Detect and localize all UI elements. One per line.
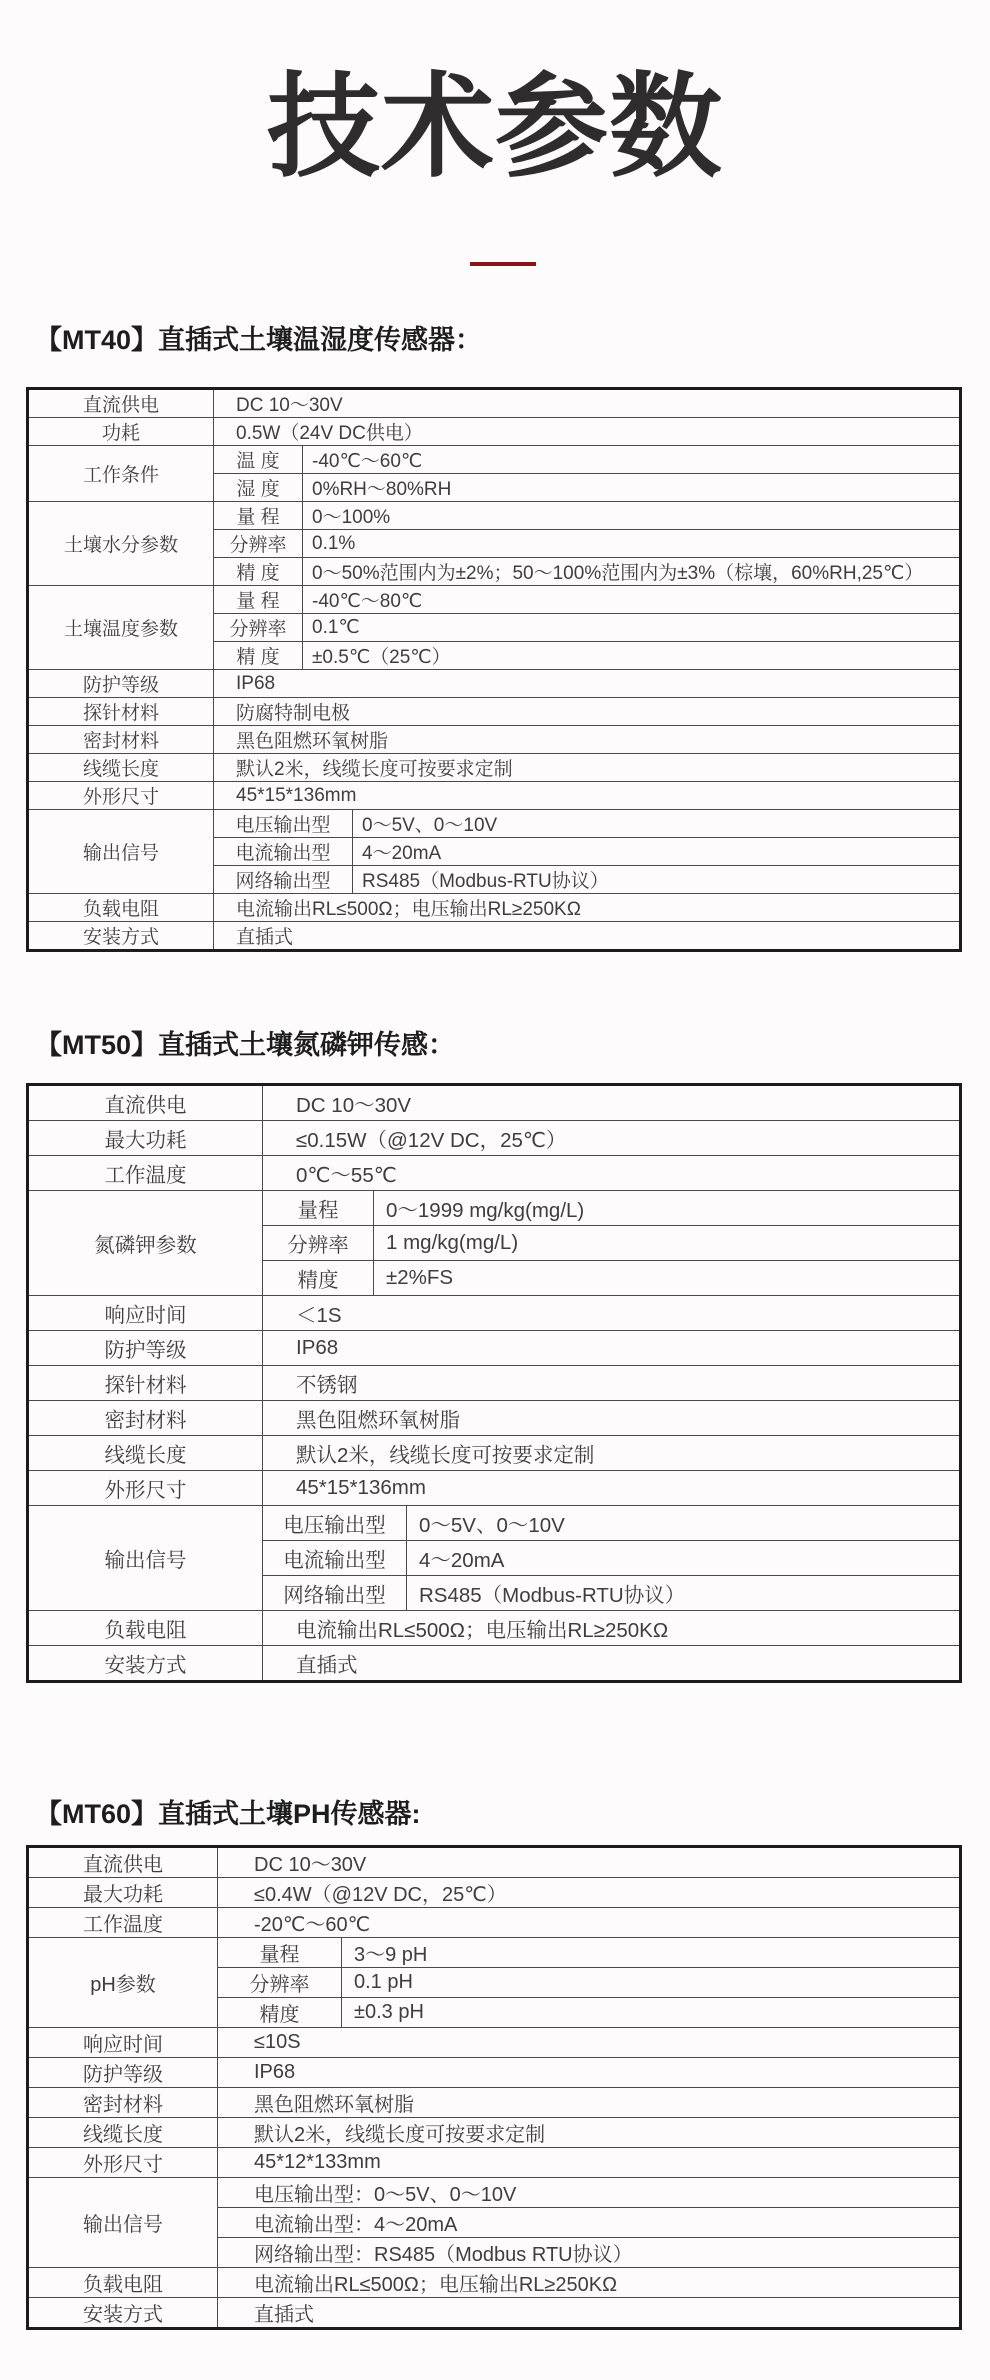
spec-value-text: ±0.5℃（25℃） <box>312 647 451 668</box>
spec-value-text: 直插式 <box>254 2304 314 2326</box>
spec-row <box>28 1121 961 1156</box>
spec-label-cell: 密封材料 <box>28 1401 263 1436</box>
spec-subparam-cell: 分辨率 <box>263 1226 374 1260</box>
spec-row <box>28 670 961 698</box>
spec-label-cell: 输出信号 <box>28 1506 263 1611</box>
spec-value-text: 0～100% <box>312 507 391 528</box>
spec-value-cell <box>218 2208 961 2238</box>
spec-subparam-cell: 精度 <box>263 1261 374 1295</box>
spec-value-cell <box>218 1878 961 1908</box>
spec-label-cell: pH参数 <box>28 1938 218 2028</box>
spec-value-text: 0.1% <box>312 532 356 554</box>
spec-row <box>28 2148 961 2178</box>
spec-value-text: 45*15*136mm <box>236 784 357 806</box>
spec-row <box>28 1366 961 1401</box>
spec-value-text: DC 10～30V <box>296 1094 412 1117</box>
spec-subparam-cell: 分辨率 <box>214 530 303 557</box>
spec-value-text: 默认2米，线缆长度可按要求定制 <box>296 1444 595 1467</box>
spec-label-cell: 土壤温度参数 <box>28 586 214 670</box>
spec-subparam-cell: 量程 <box>263 1191 374 1225</box>
spec-label-cell: 负载电阻 <box>28 894 214 922</box>
spec-value-cell <box>214 866 961 894</box>
spec-subparam-cell: 湿 度 <box>214 474 303 501</box>
spec-subparam-cell: 电流输出型 <box>214 838 353 865</box>
spec-value-text: 电压输出型：0～5V、0～10V <box>254 2184 517 2206</box>
spec-value-text: ±2%FS <box>386 1266 454 1289</box>
spec-value-text: 0～5V、0～10V <box>362 815 498 836</box>
spec-label-cell: 最大功耗 <box>28 1878 218 1908</box>
spec-label-cell: 直流供电 <box>28 389 214 418</box>
spec-row <box>28 894 961 922</box>
spec-label-cell: 工作温度 <box>28 1908 218 1938</box>
spec-value-text: ±0.3 pH <box>354 2001 424 2023</box>
spec-subparam-cell: 量 程 <box>214 502 303 529</box>
spec-row <box>28 2058 961 2088</box>
spec-table <box>26 387 962 952</box>
spec-value-text: -20℃～60℃ <box>254 1914 371 1936</box>
spec-value-text: 电流输出RL≤500Ω；电压输出RL≥250KΩ <box>236 899 581 920</box>
spec-row <box>28 726 961 754</box>
spec-value-cell <box>263 1226 961 1261</box>
spec-value-text: ≤10S <box>254 2031 301 2053</box>
spec-value-text: 0～50%范围内为±2%；50～100%范围内为±3%（棕壤，60%RH,25℃） <box>312 563 924 584</box>
spec-label-cell: 直流供电 <box>28 1847 218 1878</box>
spec-value-cell <box>214 782 961 810</box>
spec-value-cell <box>263 1121 961 1156</box>
spec-value-text: DC 10～30V <box>254 1854 367 1876</box>
page-title: 技术参数 <box>267 64 723 190</box>
spec-table-mt50 <box>26 1083 962 1683</box>
spec-subparam-cell: 量程 <box>218 1938 342 1967</box>
spec-row <box>28 1878 961 1908</box>
spec-label-cell: 外形尺寸 <box>28 2148 218 2178</box>
spec-subparam-cell: 分辨率 <box>218 1968 342 1997</box>
spec-value-text: 默认2米，线缆长度可按要求定制 <box>254 2124 546 2146</box>
title-divider <box>470 262 536 266</box>
spec-label-cell: 安装方式 <box>28 1646 263 1682</box>
spec-value-text: ＜1S <box>296 1304 342 1327</box>
spec-table-mt60 <box>26 1845 962 2330</box>
spec-value-text: 0.1℃ <box>312 617 360 638</box>
spec-subparam-cell: 精 度 <box>214 558 303 585</box>
spec-value-text: -40℃～80℃ <box>312 591 423 612</box>
spec-value-cell <box>218 2058 961 2088</box>
spec-label-cell: 土壤水分参数 <box>28 502 214 586</box>
spec-label-cell: 安装方式 <box>28 2298 218 2329</box>
spec-row <box>28 2088 961 2118</box>
spec-label-cell: 氮磷钾参数 <box>28 1191 263 1296</box>
spec-value-cell <box>263 1331 961 1366</box>
spec-value-cell <box>263 1506 961 1541</box>
spec-value-text: 0～5V、0～10V <box>419 1514 565 1537</box>
spec-value-cell <box>263 1401 961 1436</box>
section-heading-mt50: 【MT50】直插式土壤氮磷钾传感： <box>35 1030 456 1061</box>
spec-value-cell <box>263 1646 961 1682</box>
spec-value-cell <box>263 1436 961 1471</box>
spec-value-text: RS485（Modbus-RTU协议） <box>362 871 609 892</box>
spec-row <box>28 1191 961 1226</box>
spec-value-cell <box>214 670 961 698</box>
spec-value-text: 0%RH～80%RH <box>312 479 452 500</box>
spec-value-text: 网络输出型：RS485（Modbus RTU协议） <box>254 2244 633 2266</box>
spec-row <box>28 698 961 726</box>
spec-label-cell: 外形尺寸 <box>28 782 214 810</box>
spec-label-cell: 工作条件 <box>28 446 214 502</box>
spec-value-cell <box>218 1908 961 1938</box>
spec-value-cell <box>214 810 961 838</box>
spec-row <box>28 782 961 810</box>
spec-value-text: 0.1 pH <box>354 1971 413 1993</box>
spec-row <box>28 418 961 446</box>
spec-value-cell <box>214 754 961 782</box>
spec-subparam-cell: 电流输出型 <box>263 1541 407 1575</box>
spec-label-cell: 线缆长度 <box>28 1436 263 1471</box>
spec-label-cell: 密封材料 <box>28 726 214 754</box>
spec-label-cell: 探针材料 <box>28 1366 263 1401</box>
spec-value-cell <box>263 1085 961 1121</box>
spec-value-cell <box>218 2088 961 2118</box>
spec-row <box>28 1331 961 1366</box>
spec-label-cell: 工作温度 <box>28 1156 263 1191</box>
spec-label-cell: 直流供电 <box>28 1085 263 1121</box>
spec-value-cell <box>263 1156 961 1191</box>
spec-value-cell <box>214 726 961 754</box>
spec-value-cell <box>214 446 961 474</box>
spec-label-cell: 防护等级 <box>28 1331 263 1366</box>
spec-label-cell: 响应时间 <box>28 1296 263 1331</box>
spec-value-cell <box>263 1471 961 1506</box>
spec-value-text: IP68 <box>296 1336 339 1359</box>
spec-value-text: 1 mg/kg(mg/L) <box>386 1231 519 1254</box>
spec-value-text: 0～1999 mg/kg(mg/L) <box>386 1199 585 1222</box>
spec-label-cell: 安装方式 <box>28 922 214 951</box>
spec-subparam-cell: 电压输出型 <box>214 810 353 837</box>
spec-label-cell: 负载电阻 <box>28 1611 263 1646</box>
spec-value-cell <box>218 2028 961 2058</box>
spec-subparam-cell: 电压输出型 <box>263 1506 407 1540</box>
spec-value-text: ≤0.4W（@12V DC，25℃） <box>254 1884 507 1906</box>
spec-label-cell: 最大功耗 <box>28 1121 263 1156</box>
spec-table <box>26 1845 962 2330</box>
spec-subparam-cell: 精度 <box>218 1998 342 2027</box>
spec-subparam-cell: 分辨率 <box>214 614 303 641</box>
spec-value-cell <box>263 1366 961 1401</box>
spec-value-cell <box>214 418 961 446</box>
spec-row <box>28 754 961 782</box>
spec-label-cell: 响应时间 <box>28 2028 218 2058</box>
spec-row <box>28 389 961 418</box>
spec-label-cell: 防护等级 <box>28 2058 218 2088</box>
spec-value-cell <box>214 502 961 530</box>
spec-row <box>28 1908 961 1938</box>
spec-subparam-cell: 网络输出型 <box>263 1576 407 1610</box>
spec-value-text: 45*12*133mm <box>254 2151 381 2173</box>
spec-value-cell <box>263 1541 961 1576</box>
spec-row <box>28 810 961 838</box>
spec-value-text: 45*15*136mm <box>296 1476 426 1499</box>
spec-label-cell: 线缆长度 <box>28 754 214 782</box>
spec-value-text: ≤0.15W（@12V DC，25℃） <box>296 1129 567 1152</box>
spec-value-cell <box>218 2238 961 2268</box>
spec-label-cell: 线缆长度 <box>28 2118 218 2148</box>
spec-value-text: 防腐特制电极 <box>236 703 351 724</box>
spec-value-text: DC 10～30V <box>236 395 343 416</box>
spec-table <box>26 1083 962 1683</box>
spec-label-cell: 密封材料 <box>28 2088 218 2118</box>
spec-value-text: 黑色阻燃环氧树脂 <box>254 2094 414 2116</box>
spec-value-cell <box>263 1576 961 1611</box>
spec-row <box>28 1436 961 1471</box>
spec-row <box>28 446 961 474</box>
spec-value-cell <box>214 838 961 866</box>
spec-value-cell <box>263 1261 961 1296</box>
spec-value-cell <box>218 2298 961 2329</box>
spec-row <box>28 586 961 614</box>
spec-value-cell <box>214 922 961 951</box>
spec-value-text: -40℃～60℃ <box>312 451 423 472</box>
spec-subparam-cell: 网络输出型 <box>214 866 353 893</box>
spec-value-cell <box>218 2148 961 2178</box>
spec-row <box>28 2298 961 2329</box>
spec-subparam-cell: 精 度 <box>214 642 303 669</box>
spec-value-text: 4～20mA <box>362 843 442 864</box>
spec-value-text: 电流输出RL≤500Ω；电压输出RL≥250KΩ <box>254 2274 618 2296</box>
spec-row <box>28 922 961 951</box>
spec-value-text: 直插式 <box>236 927 294 948</box>
spec-value-text: 0℃～55℃ <box>296 1164 397 1187</box>
spec-row <box>28 1296 961 1331</box>
spec-value-cell <box>218 1847 961 1878</box>
spec-row <box>28 2178 961 2208</box>
spec-value-cell <box>214 389 961 418</box>
spec-value-text: 电流输出RL≤500Ω；电压输出RL≥250KΩ <box>296 1619 669 1642</box>
spec-value-text: 电流输出型：4～20mA <box>254 2214 458 2236</box>
spec-value-text: 4～20mA <box>419 1549 505 1572</box>
spec-label-cell: 外形尺寸 <box>28 1471 263 1506</box>
spec-value-cell <box>214 530 961 558</box>
spec-label-cell: 输出信号 <box>28 2178 218 2268</box>
spec-row <box>28 1847 961 1878</box>
spec-label-cell: 防护等级 <box>28 670 214 698</box>
spec-value-text: 不锈钢 <box>296 1374 358 1397</box>
spec-subparam-cell: 量 程 <box>214 586 303 613</box>
spec-value-cell <box>218 2118 961 2148</box>
spec-value-cell <box>214 586 961 614</box>
spec-label-cell: 负载电阻 <box>28 2268 218 2298</box>
spec-value-cell <box>218 2178 961 2208</box>
spec-value-text: IP68 <box>254 2061 296 2083</box>
spec-value-text: 0.5W（24V DC供电） <box>236 423 423 444</box>
spec-label-cell: 探针材料 <box>28 698 214 726</box>
spec-value-cell <box>218 2268 961 2298</box>
spec-row <box>28 1156 961 1191</box>
spec-row <box>28 1506 961 1541</box>
spec-row <box>28 2118 961 2148</box>
spec-value-cell <box>214 698 961 726</box>
spec-value-cell <box>218 1938 961 1968</box>
spec-row <box>28 1401 961 1436</box>
spec-value-text: RS485（Modbus-RTU协议） <box>419 1584 686 1607</box>
spec-row <box>28 1085 961 1121</box>
section-heading-mt60: 【MT60】直插式土壤PH传感器: <box>35 1799 421 1830</box>
spec-row <box>28 1471 961 1506</box>
spec-value-cell <box>263 1191 961 1226</box>
spec-table-mt40 <box>26 387 962 952</box>
spec-value-text: 黑色阻燃环氧树脂 <box>296 1409 460 1432</box>
spec-value-cell <box>214 474 961 502</box>
spec-value-text: 默认2米，线缆长度可按要求定制 <box>236 759 513 780</box>
spec-value-cell <box>263 1296 961 1331</box>
spec-value-cell <box>214 894 961 922</box>
spec-label-cell: 功耗 <box>28 418 214 446</box>
spec-row <box>28 2268 961 2298</box>
spec-value-text: 黑色阻燃环氧树脂 <box>236 731 389 752</box>
spec-row <box>28 502 961 530</box>
spec-value-cell <box>218 1998 961 2028</box>
spec-value-cell <box>218 1968 961 1998</box>
spec-value-cell <box>214 558 961 586</box>
spec-value-text: 3～9 pH <box>354 1944 428 1966</box>
spec-label-cell: 输出信号 <box>28 810 214 894</box>
spec-row <box>28 1938 961 1968</box>
spec-value-cell <box>263 1611 961 1646</box>
spec-value-cell <box>214 614 961 642</box>
spec-subparam-cell: 温 度 <box>214 446 303 473</box>
spec-row <box>28 2028 961 2058</box>
spec-value-text: IP68 <box>236 672 276 694</box>
spec-row <box>28 1646 961 1682</box>
spec-row <box>28 1611 961 1646</box>
spec-value-text: 直插式 <box>296 1654 358 1677</box>
spec-value-cell <box>214 642 961 670</box>
section-heading-mt40: 【MT40】直插式土壤温湿度传感器： <box>35 325 483 356</box>
